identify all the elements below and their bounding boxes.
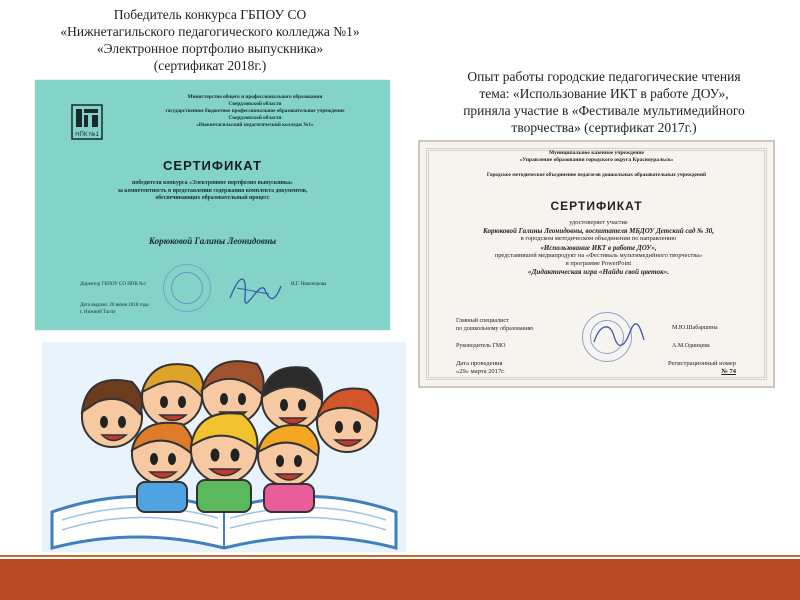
left-caption	[0, 6, 420, 74]
bottom-accent-line	[0, 555, 800, 557]
cert2-body-line: в городском методическом объединении по направлению	[520, 235, 677, 243]
cert2-subheader: Городское методическое объединение педагогов дошкольных образовательных учреждений	[486, 172, 707, 178]
right-caption-line-2: тема: «Использование ИКТ в работе ДОУ»,	[479, 86, 729, 101]
cert1-director-name: И.Г. Никонорова	[291, 282, 327, 287]
cert1-body-line: победителя конкурса «Электронное портфолио выпускника»	[132, 180, 293, 186]
left-caption-line-1: Победитель конкурса ГБПОУ СО	[113, 7, 307, 22]
cert2-gmo-label: Руководитель ГМО	[456, 343, 506, 349]
cert1-header-line: Свердловской области	[228, 101, 282, 107]
cert2-product: «Дидактическая игра «Найди свой цветок».	[527, 268, 670, 277]
logo-text: НПК №1	[75, 132, 99, 138]
children-with-book-icon	[42, 342, 406, 552]
cert2-reg	[656, 360, 736, 376]
cert1-header-line: государственное бюджетное профессиональное образовательное учреждение	[165, 108, 345, 114]
kids-reading-illustration	[42, 342, 406, 552]
cert2-topic: «Использование ИКТ в работе ДОУ»,	[540, 243, 657, 252]
certificate-2018	[35, 80, 390, 330]
cert2-body-line: представившей медиапродукт на «Фестиваль мультимедийного творчества»	[494, 251, 703, 259]
cert2-date-label: Дата проведения	[456, 360, 503, 367]
cert2-date-value: «29» марта 2017г.	[456, 368, 505, 375]
right-caption	[408, 68, 800, 136]
cert1-recipient-name: Корюковой Галины Леонидовны	[148, 236, 277, 246]
cert1-body-line: обеспечивающих образовательный процесс	[155, 195, 270, 201]
cert1-body	[65, 180, 360, 203]
right-caption-line-1: Опыт работы городские педагогические чтения	[467, 69, 741, 84]
certificate-2017	[418, 140, 775, 388]
cert2-recipient: Корюковой Галины Леонидовны, воспитателя МБДОУ Детский сад № 30,	[483, 227, 714, 236]
cert2-spec-label-2: по дошкольному образованию	[456, 326, 534, 332]
bottom-bar	[0, 559, 800, 600]
cert1-footer	[80, 302, 149, 316]
cert1-title: СЕРТИФИКАТ	[163, 158, 262, 173]
college-logo-icon	[71, 104, 103, 140]
cert2-date	[456, 360, 505, 376]
cert1-city: г. Нижний Тагил	[80, 310, 116, 315]
cert2-header-line: Муниципальное казенное учреждение	[549, 150, 644, 156]
cert2-spec-label-1: Главный специалист	[456, 318, 509, 324]
left-caption-line-3: «Электронное портфолио выпускника»	[96, 41, 324, 56]
cert1-header-line: Свердловской области	[228, 115, 282, 121]
cert1-header-line: «Нижнетагильский педагогический колледж №1»	[196, 122, 314, 128]
cert1-header	[145, 94, 365, 129]
cert2-header-line: «Управление образования городского округа Красноуральск»	[519, 157, 674, 163]
cert2-gmo-name: А.М.Одинцева	[672, 343, 710, 349]
cert2-spec-label	[456, 317, 533, 333]
cert2-body	[430, 219, 767, 276]
right-caption-line-3: приняла участие в «Фестивале мультимедийного	[463, 103, 745, 118]
cert1-body-line: за компетентность в представлении содержания комплекта документов,	[117, 187, 308, 194]
signature-icon	[225, 268, 285, 308]
cert1-issue-date: Дата выдачи: 20 июня 2018 года	[80, 303, 149, 308]
cert2-reg-value: № 74	[721, 368, 736, 375]
cert2-reg-label: Регистрационный номер	[668, 360, 736, 367]
cert2-title: СЕРТИФИКАТ	[550, 199, 643, 213]
cert2-body-line: в программе PowerPoint	[565, 260, 632, 268]
stamp-inner-icon	[171, 272, 203, 304]
left-caption-line-2: «Нижнетагильского педагогического колледжа №1»	[60, 24, 360, 39]
cert2-header	[420, 150, 773, 164]
signature-icon	[588, 318, 648, 354]
cert2-spec-name: М.Ю.Шабаршина	[672, 325, 718, 331]
cert1-header-line: Министерство общего и профессионального образования	[187, 94, 323, 100]
cert1-director-label: Директор ГБПОУ СО НПК №1	[80, 282, 147, 287]
left-caption-line-4: (сертификат 2018г.)	[153, 58, 267, 73]
cert2-body-line: удостоверяет участие	[569, 219, 628, 226]
right-caption-line-4: творчества» (сертификат 2017г.)	[511, 120, 697, 135]
